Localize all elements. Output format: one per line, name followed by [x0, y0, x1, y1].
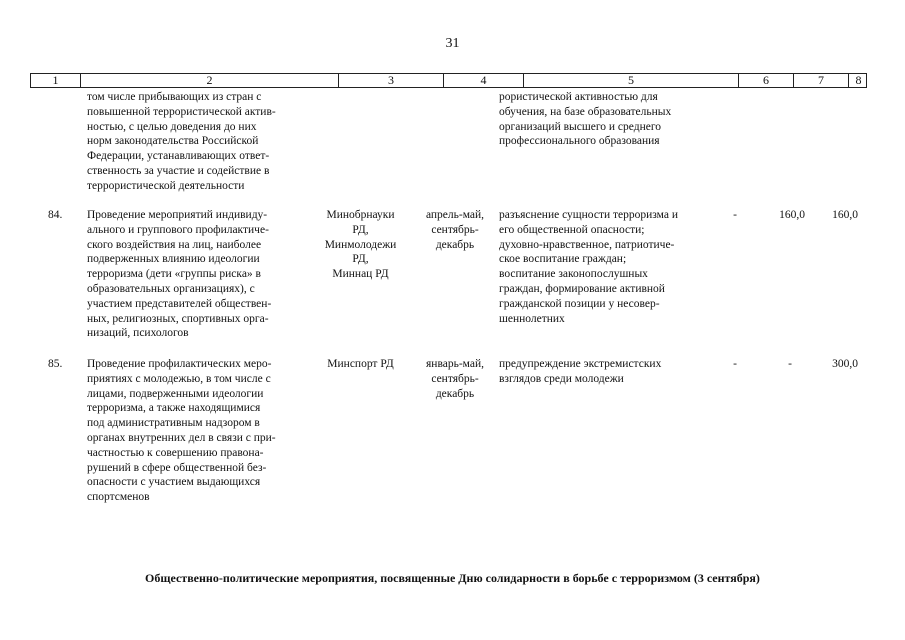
row-number: 84.: [48, 209, 63, 221]
row-number: 85.: [48, 358, 63, 370]
funding-col8: 160,0: [832, 209, 858, 221]
expected-result: [499, 357, 702, 387]
text-line: сентябрь-: [431, 372, 479, 385]
period: [414, 208, 496, 252]
text-line: организаций высшего и среднего: [499, 120, 662, 133]
period: [414, 357, 496, 401]
text-line: рушений в сфере общественной без-: [87, 461, 267, 474]
funding-col7: 160,0: [779, 209, 805, 221]
text-line: предупреждение экстремистских: [499, 358, 662, 370]
text-line: повышенной террористической актив-: [87, 105, 276, 118]
text-line: рористической активностью для: [499, 91, 658, 103]
text-line: Минобрнауки: [326, 209, 395, 221]
text-line: лицами, подверженными идеологии: [87, 387, 264, 400]
text-line: низаций, психологов: [87, 327, 189, 340]
text-line: Проведение мероприятий индивиду-: [87, 209, 268, 221]
text-line: его общественной опасности;: [499, 223, 645, 236]
text-line: приятиях с молодежью, в том числе с: [87, 372, 271, 385]
text-line: органах внутренних дел в связи с при-: [87, 431, 276, 444]
column-header-5: 5: [524, 74, 739, 87]
text-line: норм законодательства Российской: [87, 135, 259, 148]
text-line: ального и группового профилактиче-: [87, 223, 269, 236]
text-line: Минмолодежи: [324, 238, 397, 251]
text-line: апрель-май,: [425, 209, 485, 221]
column-header-1: 1: [31, 74, 81, 87]
funding-col6: -: [733, 358, 737, 370]
text-line: профессионального образования: [499, 135, 660, 148]
text-line: террористической деятельности: [87, 179, 245, 192]
column-header-8: 8: [855, 73, 862, 87]
text-line: спортсменов: [87, 491, 150, 504]
funding-col8: 300,0: [832, 358, 858, 370]
text-line: ского воздействия на лиц, наиболее: [87, 238, 262, 251]
text-line: опасности с участием выдающихся: [87, 476, 261, 489]
text-line: шеннолетних: [499, 312, 565, 325]
funding-col6: -: [733, 209, 737, 221]
column-header-3: 3: [339, 74, 444, 87]
text-line: сентябрь-: [431, 223, 479, 236]
continuation-result: [499, 90, 702, 149]
column-header-6: 6: [739, 74, 794, 87]
text-line: участием представителей обществен-: [87, 297, 272, 310]
text-line: разъяснение сущности терроризма и: [499, 209, 678, 221]
funding-col7: -: [788, 358, 792, 370]
table-header-row: [30, 73, 867, 88]
measure-description: [87, 357, 303, 505]
text-line: РД,: [352, 253, 369, 266]
text-line: ных, религиозных, спортивных орга-: [87, 312, 269, 325]
text-line: частностью к совершению правона-: [87, 446, 264, 459]
column-header-2: 2: [81, 74, 339, 87]
text-line: терроризма, а также находящимися: [87, 402, 261, 415]
text-line: том числе прибывающих из стран с: [87, 91, 262, 103]
text-line: Проведение профилактических меро-: [87, 358, 272, 370]
text-line: терроризма (дети «группы риска» в: [87, 268, 261, 281]
text-line: ностью, с целью доведения до них: [87, 120, 257, 133]
text-line: духовно-нравственное, патриотиче-: [499, 238, 675, 251]
text-line: гражданской позиции у несовер-: [499, 297, 660, 310]
page-number: 31: [445, 36, 460, 51]
text-line: подверженных влиянию идеологии: [87, 253, 260, 266]
text-line: январь-май,: [426, 358, 484, 370]
text-line: Миннац РД: [332, 268, 389, 281]
column-header-7: 7: [794, 74, 849, 87]
continuation-measure: [87, 90, 303, 194]
text-line: ственность за участие и содействие в: [87, 164, 270, 177]
text-line: взглядов среди молодежи: [499, 372, 624, 385]
text-line: образовательных организациях), с: [87, 282, 255, 295]
text-line: обучения, на базе образовательных: [499, 105, 672, 118]
text-line: под административным надзором в: [87, 417, 260, 430]
text-line: воспитание законопослушных: [499, 268, 648, 281]
text-line: граждан, формирование активной: [499, 282, 665, 295]
section-title: Общественно-политические мероприятия, посвященные Дню солидарности в борьбе с терроризмом (3 сентября): [145, 571, 760, 585]
measure-description: [87, 208, 303, 341]
expected-result: [499, 208, 702, 326]
text-line: Минспорт РД: [327, 358, 394, 370]
executor: [308, 357, 413, 372]
text-line: Федерации, устанавливающих ответ-: [87, 150, 270, 163]
text-line: ское воспитание граждан;: [499, 253, 627, 266]
text-line: РД,: [352, 223, 369, 236]
text-line: декабрь: [435, 387, 475, 400]
text-line: декабрь: [435, 238, 475, 251]
executor: [308, 208, 413, 282]
column-header-4: 4: [444, 74, 524, 87]
